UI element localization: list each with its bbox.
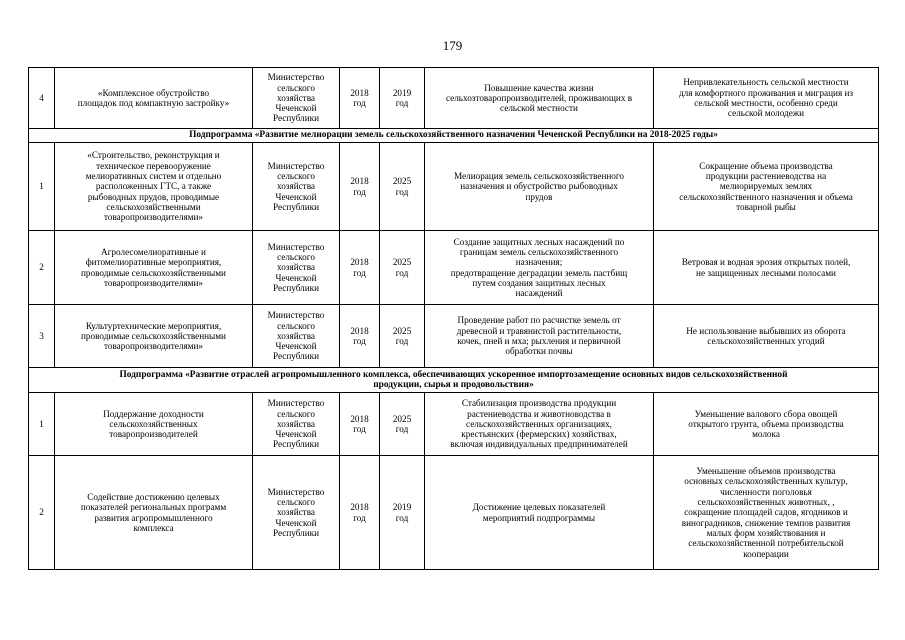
cell-start-year: 2018 год	[340, 68, 380, 129]
cell-end-year: 2025 год	[380, 305, 425, 368]
cell-expected-result: Создание защитных лесных насаждений по границам земель сельскохозяйственного назначения; предотвращение деградации земель пастбищ путем создания защитных лесных насаждений	[425, 231, 654, 305]
cell-measure-name: Агролесомелиоративные и фитомелиоративные мероприятия, проводимые сельскохозяйственными товаропроизводителями»	[55, 231, 253, 305]
table-row	[29, 143, 879, 231]
cell-measure-name: «Комплексное обустройство площадок под компактную застройку»	[55, 68, 253, 129]
cell-measure-name: Поддержание доходности сельскохозяйственных товаропроизводителей	[55, 393, 253, 456]
cell-executor: Министерство сельского хозяйства Чеченской Республики	[253, 393, 340, 456]
cell-consequences: Не использование выбывших из оборота сельскохозяйственных угодий	[654, 305, 879, 368]
cell-expected-result: Повышение качества жизни сельхозтоваропроизводителей, проживающих в сельской местности	[425, 68, 654, 129]
cell-end-year: 2019 год	[380, 456, 425, 570]
cell-expected-result: Проведение работ по расчистке земель от древесной и травянистой растительности, кочек, пней и мха; рыхления и первичной обработки почвы	[425, 305, 654, 368]
cell-consequences: Сокращение объема производства продукции растениеводства на мелиорируемых землях сельскохозяйственного назначения и объема товарной рыбы	[654, 143, 879, 231]
table-row	[29, 231, 879, 305]
cell-end-year: 2025 год	[380, 143, 425, 231]
cell-end-year: 2025 год	[380, 393, 425, 456]
cell-start-year: 2018 год	[340, 143, 380, 231]
cell-expected-result: Мелиорация земель сельскохозяйственного назначения и обустройство рыбоводных прудов	[425, 143, 654, 231]
cell-start-year: 2018 год	[340, 231, 380, 305]
cell-start-year: 2018 год	[340, 393, 380, 456]
cell-measure-name: Содействие достижению целевых показателей региональных программ развития агропромышленного комплекса	[55, 456, 253, 570]
cell-end-year: 2019 год	[380, 68, 425, 129]
cell-number: 1	[29, 393, 55, 456]
cell-consequences: Уменьшение валового сбора овощей открытого грунта, объема производства молока	[654, 393, 879, 456]
cell-consequences: Уменьшение объемов производства основных сельскохозяйственных культур, численности поголовья сельскохозяйственных животных, , сокращение площадей садов, ягодников и виноградников, снижение темпов развития малых форм хозяйствования и сельскохозяйственной потребительской кооперации	[654, 456, 879, 570]
cell-start-year: 2018 год	[340, 456, 380, 570]
cell-consequences: Ветровая и водная эрозия открытых полей, не защищенных лесными полосами	[654, 231, 879, 305]
cell-measure-name: «Строительство, реконструкция и техническое перевооружение мелиоративных систем и отдельно расположенных ГТС, а также рыбоводных прудов, проводимые сельскохозяйственными товаропроизводителями»	[55, 143, 253, 231]
cell-executor: Министерство сельского хозяйства Чеченской Республики	[253, 305, 340, 368]
cell-consequences: Непривлекательность сельской местности для комфортного проживания и миграция из сельской местности, особенно среди сельской молодежи	[654, 68, 879, 129]
cell-executor: Министерство сельского хозяйства Чеченской Республики	[253, 456, 340, 570]
cell-number: 2	[29, 231, 55, 305]
subprogram-row	[29, 129, 879, 143]
cell-executor: Министерство сельского хозяйства Чеченской Республики	[253, 231, 340, 305]
table-row	[29, 456, 879, 570]
cell-end-year: 2025 год	[380, 231, 425, 305]
subprogram-title: Подпрограмма «Развитие мелиорации земель сельскохозяйственного назначения Чеченской Республики на 2018-2025 годы»	[29, 129, 879, 143]
cell-expected-result: Достижение целевых показателей мероприятий подпрограммы	[425, 456, 654, 570]
cell-executor: Министерство сельского хозяйства Чеченской Республики	[253, 143, 340, 231]
table-row	[29, 393, 879, 456]
cell-expected-result: Стабилизация производства продукции растениеводства и животноводства в сельскохозяйственных организациях, крестьянских (фермерских) хозяйствах, включая индивидуальных предпринимателей	[425, 393, 654, 456]
cell-start-year: 2018 год	[340, 305, 380, 368]
cell-number: 4	[29, 68, 55, 129]
cell-measure-name: Культуртехнические мероприятия, проводимые сельскохозяйственными товаропроизводителями»	[55, 305, 253, 368]
cell-executor: Министерство сельского хозяйства Чеченской Республики	[253, 68, 340, 129]
subprogram-row	[29, 368, 879, 393]
table-row	[29, 305, 879, 368]
measures-table	[28, 67, 879, 570]
cell-number: 3	[29, 305, 55, 368]
cell-number: 1	[29, 143, 55, 231]
table-row	[29, 68, 879, 129]
subprogram-title: Подпрограмма «Развитие отраслей агропромышленного комплекса, обеспечивающих ускоренное импортозамещение основных видов сельскохозяйственной продукции, сырья и продовольствия»	[29, 368, 879, 393]
cell-number: 2	[29, 456, 55, 570]
page-number: 179	[442, 38, 463, 53]
